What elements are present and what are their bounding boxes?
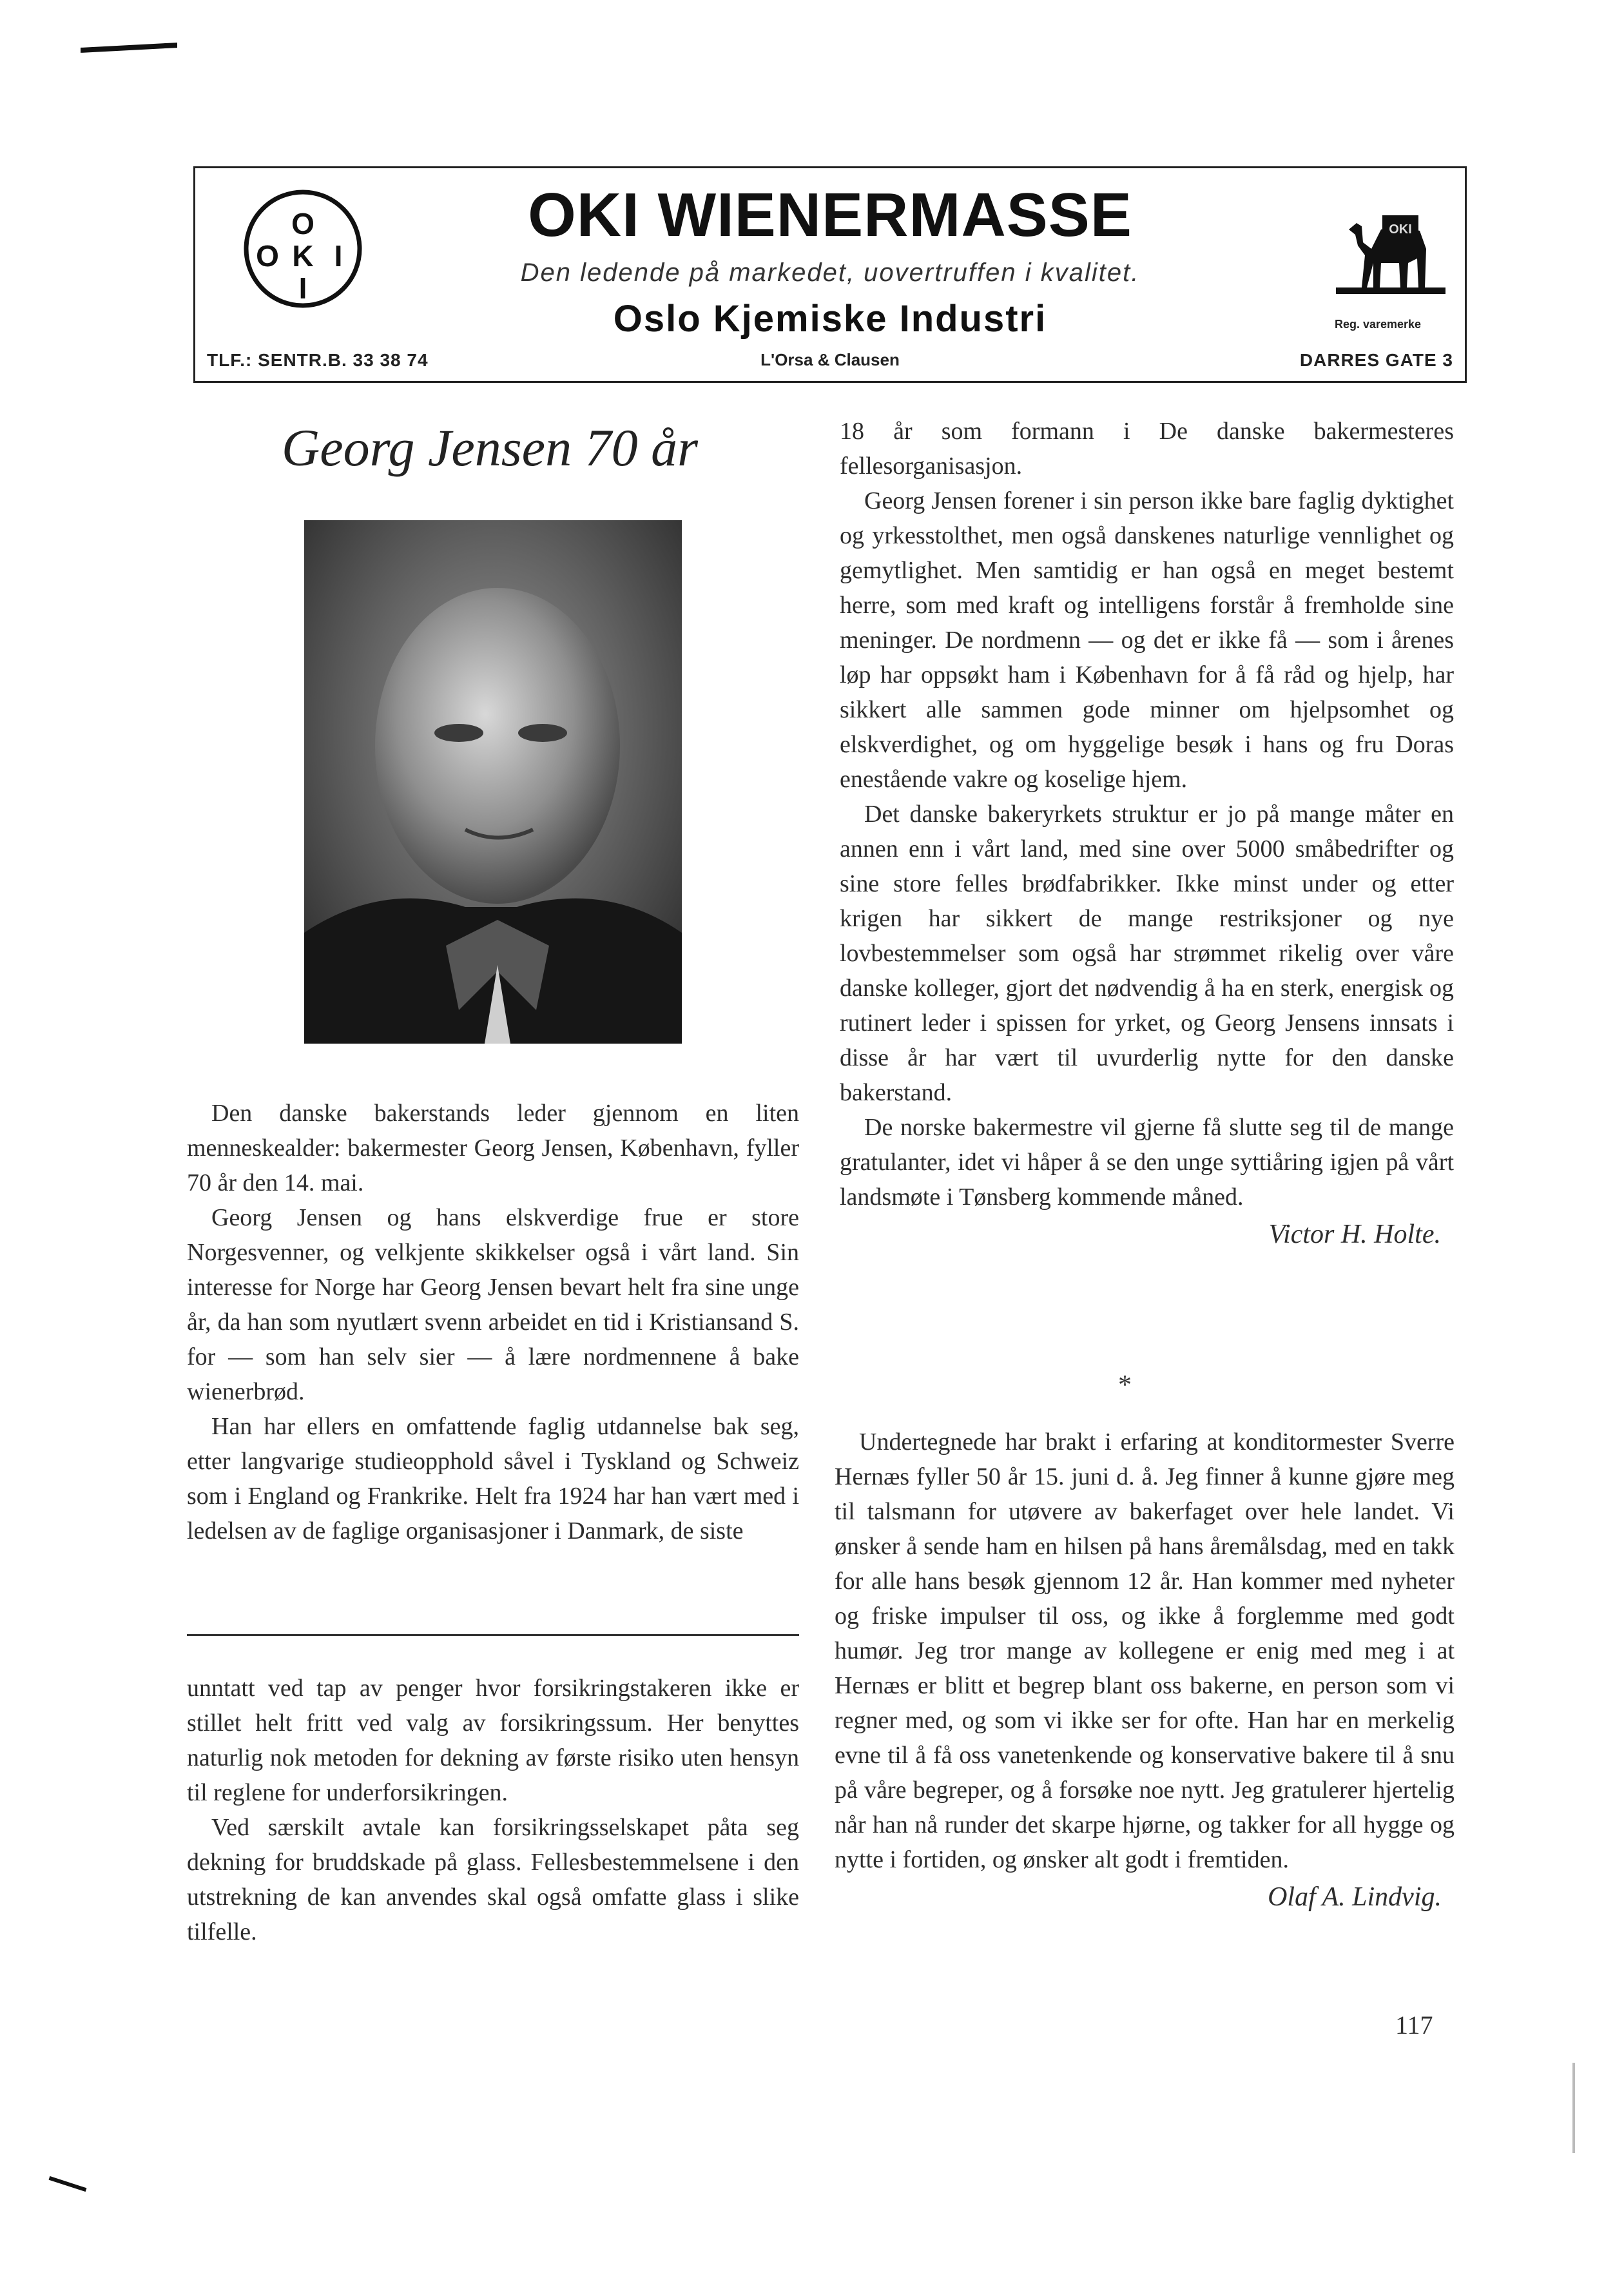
svg-text:O: O [291,207,314,240]
svg-text:I: I [298,271,307,305]
insurance-paragraph: Ved særskilt avtale kan forsikringsselskapet påta seg dekning for bruddskade på glass. Fellesbestemmelsene i den utstrekning de kan anvendes skal også omfatte glass i slike tilfelle. [187,1814,799,1945]
article-paragraph: Han har ellers en omfattende faglig utdannelse bak seg, etter langvarige studieopphold såvel i Tyskland og Schweiz som i England og Frankrike. Helt fra 1924 har han vært med i ledelsen av de faglige organisasjoner i Danmark, de siste [187,1413,799,1544]
scan-corner-mark [49,2176,87,2192]
company-address: DARRES GATE 3 [1299,350,1453,370]
scan-corner-mark [81,43,177,53]
article-paragraph: Georg Jensen forener i sin person ikke bare faglig dyktighet og yrkesstolthet, men også danskenes naturlige vennlighet og gemytlighet. Men samtidig er han også en meget bestemt herre, som med kraft og intelligens forstår å fremholde sine meninger. De nordmenn — og det er ikke få — som i årenes løp har oppsøkt ham i København for å få råd og hjelp, har sikkert alle sammen gode minner om hjelpsomhet og elskverdighet, og om hyggelige besøk i hans og fru Doras enestående vakre og koselige hjem. [840,487,1454,793]
article-left-column [187,1096,799,1548]
column-divider [187,1634,799,1636]
article-signature: Victor H. Holte. [1268,1220,1441,1249]
article-right-column [840,414,1454,1252]
article-heading: Georg Jensen 70 år [282,418,698,477]
phone-number: TLF.: SENTR.B. 33 38 74 [207,350,429,370]
article-paragraph: Det danske bakeryrkets struktur er jo på mange måter en annen enn i vårt land, med sine over 5000 småbedrifter og sine store felles brødfabrikker. Ikke minst under og etter krigen har sikkert de mange restriksjoner og nye lovbestemmelser som også har strømmet rikelig over våre danske kolleger, gjort det nødvendig å ha en sterk, energisk og rutinert leder i spissen for yrket, og Georg Jensens innsats i disse år har vært til uvurderlig nytte for den danske bakerstand. [840,801,1454,1106]
ad-tagline: Den ledende på markedet, uovertruffen i kvalitet. [520,258,1140,287]
printer-credit: L'Orsa & Clausen [760,350,900,369]
advertisement-box [193,166,1467,383]
article-paragraph: De norske bakermestre vil gjerne få slutte seg til de mange gratulanter, idet vi håper å se den unge syttiåring igjen på vårt landsmøte i Tønsberg kommende måned. [840,1114,1454,1211]
svg-text:K: K [292,239,314,273]
article-paragraph: Georg Jensen og hans elskverdige frue er store Norgesvenner, og velkjente skikkelser også i vårt land. Sin interesse for Norge har Georg Jensen bevart helt fra sine unge år, da han som nyutlært svenn arbeidet en tid i Kristiansand S. for — som han selv sier — å lære nordmennene å bake wienerbrød. [187,1204,799,1405]
svg-text:I: I [334,239,343,273]
company-name: Oslo Kjemiske Industri [613,298,1047,340]
insurance-paragraph: unntatt ved tap av penger hvor forsikringstakeren ikke er stillet helt fritt ved valg av forsikringssum. Her benyttes naturlig nok metoden for dekning av første risiko uten hensyn til reglene for underforsikringen. [187,1675,799,1806]
camel-trademark-icon [1336,191,1445,300]
hernaes-signature: Olaf A. Lindvig. [1268,1882,1442,1912]
portrait-photo [304,520,682,1044]
svg-text:O: O [256,239,279,273]
hernaes-paragraph: Undertegnede har brakt i erfaring at konditormester Sverre Hernæs fyller 50 år 15. juni d. å. Jeg finner å kunne gjøre meg til talsmann for utøvere av bakerfaget over hele landet. Vi ønsker å sende ham en hilsen på hans åremålsdag, med en takk for alle hans besøk gjennom 12 år. Han kommer med nyheter og friske impulser til oss, og ikke å forglemme med godt humør. Jeg tror mange av kollegene er enig med meg i at Hernæs er blitt et begrep blant oss bakerne, en person som vi regner med, og som vi ikke ser for ofte. Han har en merkelig evne til å få oss vanetenkende og konservative bakere til å snu på våre begreper, og å forsøke noe nytt. Jeg gratulerer hjertelig når han nå runder det skarpe hjørne, og takker for all hygge og nytte i fortiden, og ønsker alt godt i fremtiden. [835,1428,1455,1873]
insurance-text [187,1671,799,1949]
article-paragraph: Den danske bakerstands leder gjennom en liten menneskealder: bakermester Georg Jensen, København, fyller 70 år den 14. mai. [187,1100,799,1196]
ad-title: OKI WIENERMASSE [528,180,1132,249]
section-separator: * [1118,1370,1132,1400]
page-number: 117 [1395,2011,1433,2040]
article-paragraph: 18 år som formann i De danske bakermesteres fellesorganisasjon. [840,418,1454,480]
svg-text:OKI: OKI [1389,222,1412,237]
scan-edge-mark [1572,2063,1575,2153]
trademark-label: Reg. varemerke [1334,318,1422,331]
hernaes-notice [835,1425,1455,1914]
